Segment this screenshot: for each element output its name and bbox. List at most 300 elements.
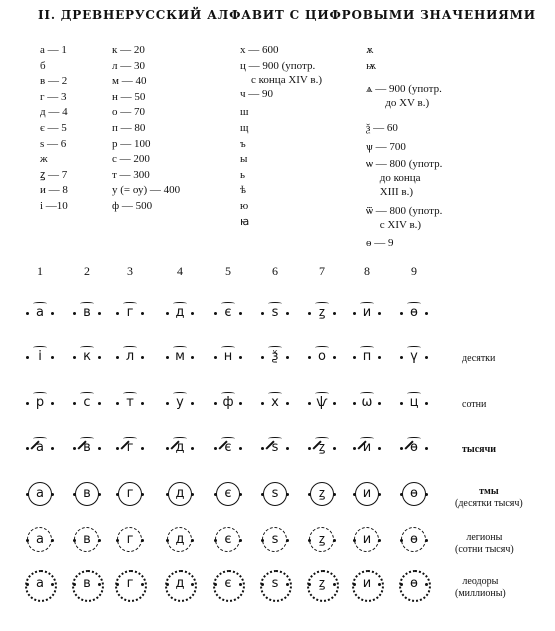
row-label-main: тмы bbox=[479, 486, 499, 497]
column-number: 5 bbox=[225, 264, 231, 278]
numeral-plain bbox=[253, 389, 297, 417]
column-number: 6 bbox=[272, 264, 278, 278]
row-label bbox=[462, 399, 486, 411]
alphabet-entry: ѭ bbox=[366, 59, 377, 72]
dot-right bbox=[286, 312, 289, 315]
alphabet-entry: р — 100 bbox=[112, 137, 151, 150]
numeral-dcircle bbox=[206, 526, 250, 554]
alphabet-entry: ъ bbox=[240, 137, 246, 150]
dot-left bbox=[214, 447, 217, 450]
dot-left bbox=[308, 447, 311, 450]
alphabet-entry: в — 2 bbox=[40, 75, 68, 88]
numeral-rays bbox=[206, 570, 250, 598]
dot-right bbox=[239, 402, 242, 405]
dot-left bbox=[73, 312, 76, 315]
dot-left bbox=[166, 493, 169, 496]
column-number: 3 bbox=[127, 264, 133, 278]
numeral-circle bbox=[108, 480, 152, 508]
page-title: II. ДРЕВНЕРУССКИЙ АЛФАВИТ С ЦИФРОВЫМИ ЗНАЧЕНИЯМИ bbox=[38, 8, 536, 22]
column-number: 8 bbox=[364, 264, 370, 278]
numeral-letter: ү bbox=[410, 349, 418, 364]
numeral-letter: с bbox=[83, 395, 91, 410]
numeral-dcircle bbox=[65, 526, 109, 554]
dot-right bbox=[239, 356, 242, 359]
dot-left bbox=[116, 356, 119, 359]
dot-right bbox=[333, 539, 336, 542]
numeral-plain bbox=[108, 389, 152, 417]
numeral-plain bbox=[345, 299, 389, 327]
dot-right bbox=[286, 583, 289, 586]
dot-left bbox=[353, 312, 356, 315]
numeral-letter: п bbox=[362, 349, 372, 364]
numeral-slash bbox=[158, 434, 202, 462]
numeral-plain bbox=[65, 343, 109, 371]
dot-right bbox=[51, 583, 54, 586]
numeral-letter: в bbox=[83, 305, 91, 320]
dot-right bbox=[191, 493, 194, 496]
dot-left bbox=[73, 356, 76, 359]
alphabet-entry: ф — 500 bbox=[112, 200, 153, 212]
numeral-circle bbox=[158, 480, 202, 508]
numeral-plain bbox=[345, 389, 389, 417]
dot-left bbox=[73, 539, 76, 542]
numeral-letter: х bbox=[271, 395, 279, 410]
numeral-dcircle bbox=[158, 526, 202, 554]
numeral-letter: а bbox=[36, 576, 44, 591]
numeral-rays bbox=[65, 570, 109, 598]
dot-right bbox=[141, 447, 144, 450]
alphabet-entry: к — 20 bbox=[112, 44, 145, 56]
numeral-plain bbox=[65, 299, 109, 327]
dot-right bbox=[425, 539, 428, 542]
numeral-dcircle bbox=[345, 526, 389, 554]
dot-left bbox=[261, 539, 264, 542]
numeral-letter: ѳ bbox=[410, 486, 418, 501]
numeral-letter: м bbox=[175, 349, 185, 364]
dot-right bbox=[333, 312, 336, 315]
numeral-plain bbox=[392, 389, 436, 417]
numeral-circle bbox=[65, 480, 109, 508]
numeral-plain bbox=[300, 389, 344, 417]
alphabet-entry: т — 300 bbox=[112, 168, 150, 181]
numeral-plain bbox=[108, 343, 152, 371]
row-label-sub: (сотни тысяч) bbox=[455, 544, 514, 555]
dot-left bbox=[26, 356, 29, 359]
dot-right bbox=[378, 312, 381, 315]
dot-left bbox=[353, 402, 356, 405]
numeral-letter: є bbox=[224, 305, 232, 320]
dot-left bbox=[261, 402, 264, 405]
numeral-letter: ц bbox=[409, 395, 419, 410]
dot-right bbox=[425, 493, 428, 496]
alphabet-entry: ꙗ bbox=[240, 215, 250, 228]
dot-right bbox=[239, 312, 242, 315]
dot-left bbox=[116, 539, 119, 542]
dot-right bbox=[333, 447, 336, 450]
dot-left bbox=[116, 493, 119, 496]
dot-right bbox=[141, 402, 144, 405]
dot-right bbox=[141, 356, 144, 359]
dot-left bbox=[400, 493, 403, 496]
numeral-circle bbox=[253, 480, 297, 508]
alphabet-entry: ж bbox=[40, 153, 48, 166]
numeral-letter: р bbox=[35, 395, 45, 410]
dot-left bbox=[261, 583, 264, 586]
numeral-plain bbox=[18, 343, 62, 371]
numeral-plain bbox=[158, 389, 202, 417]
row-label-main: леодоры bbox=[462, 576, 499, 587]
numeral-letter: ꙁ bbox=[318, 486, 326, 501]
alphabet-entry: ю bbox=[240, 200, 249, 212]
numeral-letter: ꙁ bbox=[318, 305, 326, 320]
dot-left bbox=[400, 356, 403, 359]
numeral-slash bbox=[345, 434, 389, 462]
dot-left bbox=[308, 493, 311, 496]
column-number: 2 bbox=[84, 264, 90, 278]
dot-left bbox=[400, 583, 403, 586]
numeral-slash bbox=[392, 434, 436, 462]
numeral-letter: є bbox=[224, 486, 232, 501]
numeral-letter: т bbox=[126, 395, 134, 410]
numeral-letter: ѯ bbox=[271, 349, 279, 364]
dot-right bbox=[286, 447, 289, 450]
numeral-plain bbox=[206, 299, 250, 327]
alphabet-entry: б bbox=[40, 59, 46, 72]
numeral-letter: и bbox=[362, 576, 372, 591]
numeral-letter: к bbox=[83, 349, 91, 364]
numeral-circle bbox=[18, 480, 62, 508]
row-label bbox=[462, 353, 495, 365]
alphabet-entry: ц — 900 (употр. bbox=[240, 59, 316, 72]
dot-left bbox=[26, 539, 29, 542]
numeral-letter: о bbox=[318, 349, 326, 364]
numeral-letter: є bbox=[224, 440, 232, 455]
dot-right bbox=[98, 356, 101, 359]
numeral-plain bbox=[158, 343, 202, 371]
numeral-letter: а bbox=[36, 440, 44, 455]
dot-left bbox=[353, 493, 356, 496]
alphabet-entry: ѕ — 6 bbox=[40, 137, 67, 150]
numeral-dcircle bbox=[108, 526, 152, 554]
numeral-letter: и bbox=[362, 305, 372, 320]
dot-right bbox=[51, 447, 54, 450]
alphabet-entry: и — 8 bbox=[40, 184, 68, 197]
numeral-letter: ѕ bbox=[271, 532, 279, 547]
dot-right bbox=[191, 402, 194, 405]
alphabet-entry: ѧ — 900 (употр. bbox=[366, 83, 442, 95]
numeral-dcircle bbox=[392, 526, 436, 554]
dot-left bbox=[73, 447, 76, 450]
alphabet-entry: ꙁ — 7 bbox=[40, 168, 68, 181]
numeral-dcircle bbox=[300, 526, 344, 554]
dot-left bbox=[26, 583, 29, 586]
dot-left bbox=[308, 356, 311, 359]
numeral-letter: н bbox=[223, 349, 233, 364]
dot-right bbox=[191, 356, 194, 359]
numeral-plain bbox=[18, 299, 62, 327]
column-number: 9 bbox=[411, 264, 417, 278]
numeral-letter: а bbox=[36, 532, 44, 547]
numeral-letter: а bbox=[36, 305, 44, 320]
row-label-main: тысячи bbox=[462, 444, 496, 455]
dot-right bbox=[333, 583, 336, 586]
row-label bbox=[455, 486, 523, 510]
dot-left bbox=[353, 356, 356, 359]
alphabet-entry: до XV в.) bbox=[366, 97, 430, 110]
numeral-letter: ѳ bbox=[410, 440, 418, 455]
alphabet-entry: ѱ — 700 bbox=[366, 140, 406, 153]
dot-left bbox=[400, 402, 403, 405]
dot-right bbox=[51, 539, 54, 542]
numeral-plain bbox=[206, 389, 250, 417]
numeral-slash bbox=[206, 434, 250, 462]
alphabet-entry: ѫ bbox=[366, 44, 374, 56]
dot-right bbox=[239, 493, 242, 496]
dot-left bbox=[166, 583, 169, 586]
numeral-plain bbox=[392, 299, 436, 327]
numeral-slash bbox=[18, 434, 62, 462]
numeral-letter: л bbox=[125, 349, 135, 364]
numeral-letter: ꙁ bbox=[318, 532, 326, 547]
alphabet-entry: а — 1 bbox=[40, 44, 67, 56]
numeral-letter: г bbox=[126, 576, 134, 591]
dot-left bbox=[261, 447, 264, 450]
alphabet-entry: п — 80 bbox=[112, 122, 146, 134]
numeral-letter: д bbox=[175, 486, 185, 501]
numeral-letter: г bbox=[126, 305, 134, 320]
numeral-letter: ѕ bbox=[271, 440, 279, 455]
dot-right bbox=[98, 583, 101, 586]
alphabet-entry: с — 200 bbox=[112, 153, 150, 166]
numeral-letter: д bbox=[175, 440, 185, 455]
numeral-circle bbox=[392, 480, 436, 508]
dot-left bbox=[116, 447, 119, 450]
dot-right bbox=[239, 539, 242, 542]
dot-right bbox=[98, 402, 101, 405]
dot-right bbox=[425, 447, 428, 450]
row-label bbox=[455, 576, 506, 600]
dot-left bbox=[166, 539, 169, 542]
numeral-letter: г bbox=[126, 532, 134, 547]
dot-left bbox=[308, 583, 311, 586]
dot-right bbox=[333, 356, 336, 359]
numeral-letter: ѳ bbox=[410, 532, 418, 547]
dot-left bbox=[116, 402, 119, 405]
alphabet-entry: ы bbox=[240, 153, 248, 166]
dot-right bbox=[191, 447, 194, 450]
numeral-letter: и bbox=[362, 486, 372, 501]
numeral-plain bbox=[392, 343, 436, 371]
dot-left bbox=[166, 356, 169, 359]
numeral-plain bbox=[253, 343, 297, 371]
dot-left bbox=[353, 539, 356, 542]
row-label-main: легионы bbox=[466, 532, 503, 543]
dot-right bbox=[191, 539, 194, 542]
dot-right bbox=[378, 583, 381, 586]
dot-right bbox=[378, 447, 381, 450]
numeral-letter: ф bbox=[222, 395, 234, 410]
numeral-letter: ѱ bbox=[316, 395, 328, 410]
dot-left bbox=[73, 493, 76, 496]
numeral-letter: и bbox=[362, 532, 372, 547]
dot-right bbox=[51, 402, 54, 405]
numeral-letter: ѡ bbox=[361, 395, 373, 410]
dot-right bbox=[286, 539, 289, 542]
dot-left bbox=[214, 539, 217, 542]
dot-left bbox=[26, 447, 29, 450]
dot-left bbox=[116, 312, 119, 315]
dot-left bbox=[26, 312, 29, 315]
dot-right bbox=[141, 539, 144, 542]
dot-right bbox=[378, 402, 381, 405]
numeral-circle bbox=[206, 480, 250, 508]
numeral-letter: в bbox=[83, 440, 91, 455]
alphabet-entry: м — 40 bbox=[112, 75, 147, 88]
alphabet-entry: у (= оу) — 400 bbox=[112, 184, 181, 197]
dot-left bbox=[214, 493, 217, 496]
dot-left bbox=[214, 356, 217, 359]
dot-left bbox=[308, 312, 311, 315]
numeral-plain bbox=[206, 343, 250, 371]
alphabet-entry: і —10 bbox=[40, 200, 68, 212]
dot-right bbox=[378, 493, 381, 496]
dot-right bbox=[191, 312, 194, 315]
dot-right bbox=[425, 402, 428, 405]
dot-right bbox=[286, 493, 289, 496]
column-number: 7 bbox=[319, 264, 325, 278]
dot-right bbox=[191, 583, 194, 586]
numeral-rays bbox=[392, 570, 436, 598]
numeral-plain bbox=[253, 299, 297, 327]
dot-left bbox=[214, 583, 217, 586]
numeral-letter: г bbox=[126, 486, 134, 501]
alphabet-entry: ѳ — 9 bbox=[366, 237, 394, 250]
numeral-rays bbox=[158, 570, 202, 598]
numeral-letter: ѕ bbox=[271, 486, 279, 501]
alphabet-entry: ь bbox=[240, 168, 246, 181]
dot-left bbox=[308, 539, 311, 542]
numeral-letter: ꙁ bbox=[318, 576, 326, 591]
row-label bbox=[462, 444, 496, 456]
numeral-letter: д bbox=[175, 576, 185, 591]
alphabet-entry: є — 5 bbox=[40, 122, 67, 134]
dot-right bbox=[51, 312, 54, 315]
numeral-letter: ѕ bbox=[271, 305, 279, 320]
alphabet-entry: ѣ bbox=[240, 184, 246, 197]
alphabet-entry: х — 600 bbox=[240, 44, 279, 56]
dot-left bbox=[261, 312, 264, 315]
numeral-rays bbox=[108, 570, 152, 598]
numeral-slash bbox=[108, 434, 152, 462]
numeral-letter: є bbox=[224, 532, 232, 547]
numeral-slash bbox=[65, 434, 109, 462]
dot-left bbox=[261, 493, 264, 496]
dot-left bbox=[400, 447, 403, 450]
numeral-circle bbox=[345, 480, 389, 508]
alphabet-entry: ѯ — 60 bbox=[366, 122, 398, 134]
dot-right bbox=[98, 493, 101, 496]
alphabet-entry: ѿ — 800 (употр. bbox=[366, 204, 443, 217]
numeral-letter: д bbox=[175, 305, 185, 320]
numeral-letter: в bbox=[83, 486, 91, 501]
dot-left bbox=[26, 493, 29, 496]
numeral-plain bbox=[108, 299, 152, 327]
alphabet-entry: с конца XIV в.) bbox=[240, 73, 323, 86]
numeral-plain bbox=[345, 343, 389, 371]
numeral-letter: и bbox=[362, 440, 372, 455]
alphabet-entry: о — 70 bbox=[112, 106, 145, 119]
dot-right bbox=[333, 402, 336, 405]
numeral-slash bbox=[253, 434, 297, 462]
alphabet-entry: н — 50 bbox=[112, 90, 146, 103]
numeral-rays bbox=[300, 570, 344, 598]
dot-right bbox=[141, 493, 144, 496]
row-label-sub: (десятки тысяч) bbox=[455, 498, 523, 509]
numeral-plain bbox=[158, 299, 202, 327]
row-label-main: сотни bbox=[462, 399, 487, 410]
numeral-letter: у bbox=[176, 395, 184, 410]
numeral-letter: ѕ bbox=[271, 576, 279, 591]
dot-left bbox=[214, 312, 217, 315]
numeral-rays bbox=[253, 570, 297, 598]
dot-right bbox=[425, 583, 428, 586]
numeral-letter: ѳ bbox=[410, 305, 418, 320]
dot-right bbox=[141, 583, 144, 586]
alphabet-entry: XIII в.) bbox=[366, 185, 414, 198]
dot-right bbox=[286, 402, 289, 405]
dot-left bbox=[26, 402, 29, 405]
numeral-letter: і bbox=[38, 349, 42, 364]
dot-left bbox=[73, 402, 76, 405]
numeral-letter: є bbox=[224, 576, 232, 591]
dot-left bbox=[166, 312, 169, 315]
dot-right bbox=[378, 356, 381, 359]
column-number: 1 bbox=[37, 264, 43, 278]
numeral-letter: в bbox=[83, 532, 91, 547]
numeral-letter: ѳ bbox=[410, 576, 418, 591]
dot-left bbox=[261, 356, 264, 359]
numeral-slash bbox=[300, 434, 344, 462]
alphabet-entry: г — 3 bbox=[40, 90, 67, 103]
dot-left bbox=[73, 583, 76, 586]
row-label bbox=[455, 532, 514, 556]
alphabet-entry: до конца bbox=[366, 171, 421, 184]
row-label-main: десятки bbox=[462, 353, 496, 364]
dot-left bbox=[353, 447, 356, 450]
column-number: 4 bbox=[177, 264, 183, 278]
dot-right bbox=[425, 312, 428, 315]
numeral-letter: а bbox=[36, 486, 44, 501]
dot-right bbox=[239, 583, 242, 586]
alphabet-entry: щ bbox=[240, 122, 249, 134]
dot-right bbox=[51, 493, 54, 496]
dot-left bbox=[214, 402, 217, 405]
alphabet-entry: ѡ — 800 (употр. bbox=[366, 157, 443, 170]
dot-right bbox=[51, 356, 54, 359]
dot-right bbox=[333, 493, 336, 496]
alphabet-entry: с XIV в.) bbox=[366, 218, 422, 231]
alphabet-entry: л — 30 bbox=[112, 59, 145, 72]
alphabet-entry: ш bbox=[240, 106, 249, 119]
numeral-letter: г bbox=[126, 440, 134, 455]
numeral-letter: в bbox=[83, 576, 91, 591]
numeral-plain bbox=[300, 343, 344, 371]
dot-right bbox=[98, 447, 101, 450]
numeral-dcircle bbox=[18, 526, 62, 554]
numeral-letter: ꙁ bbox=[318, 440, 326, 455]
dot-right bbox=[98, 312, 101, 315]
dot-left bbox=[353, 583, 356, 586]
